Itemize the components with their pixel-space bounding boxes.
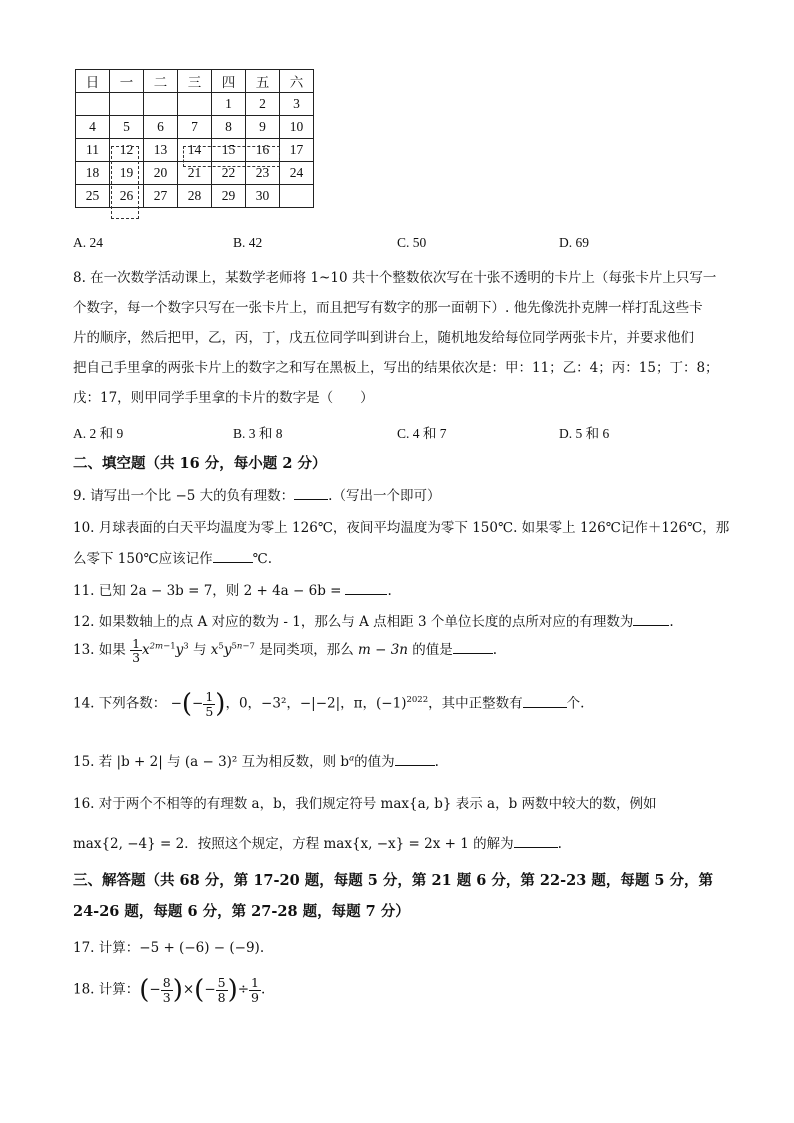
calendar-cell: 22 (212, 162, 246, 185)
q16-text: max{2, −4} = 2．按照这个规定，方程 max{x, −x} = 2x + 1 的解为 (73, 836, 514, 852)
calendar-header: 二 (144, 70, 178, 93)
calendar-cell: 6 (144, 116, 178, 139)
q8-option-d: D. 5 和 6 (559, 426, 610, 441)
q18-times: × (182, 981, 195, 998)
q14-fraction (203, 690, 215, 717)
calendar-cell: 24 (280, 162, 314, 185)
answer-blank (213, 548, 253, 563)
calendar-cell: 18 (76, 162, 110, 185)
q15-prefix: 15. 若 |b + 2| 与 (a − 3)² 互为相反数，则 b (73, 754, 350, 770)
q14-prefix: 14. 下列各数： (73, 695, 167, 712)
calendar-cell (178, 93, 212, 116)
calendar-cell: 5 (110, 116, 144, 139)
calendar-cell: 8 (212, 116, 246, 139)
calendar-cell: 17 (280, 139, 314, 162)
calendar-cell: 11 (76, 139, 110, 162)
q8-option-a: A. 2 和 9 (73, 426, 124, 441)
q13-fraction (130, 637, 142, 664)
calendar-cell: 3 (280, 93, 314, 116)
q14-exponent: 2022 (406, 695, 429, 705)
q14: 14. 下列各数： −(− $\frac{1}{5}$ )，0，−3²，−|−2|，π，$(-1)^{2022}$，其中正整数有 个. (73, 689, 585, 719)
fraction-denominator: 8 (217, 989, 226, 1005)
q8-line: 把自己手里拿的两张卡片上的数字之和写在黑板上，写出的结果依次是：甲：11；乙：4；丙：15；丁：8； (73, 360, 719, 376)
q10-line-1: 10. 月球表面的白天平均温度为零上 126℃，夜间平均温度为零下 150℃. 如果零上 126℃记作＋126℃，那 (73, 520, 730, 536)
answer-blank (345, 580, 387, 595)
section-3-title-line-1: 三、解答题（共 68 分，第 17-20 题，每题 5 分，第 21 题 6 分，第 22-23 题，每题 5 分，第 (73, 872, 714, 889)
fraction-denominator: 3 (162, 989, 171, 1005)
calendar-header: 六 (280, 70, 314, 93)
q15-exponent: a (349, 753, 355, 764)
calendar-cell (110, 93, 144, 116)
calendar-cell (76, 93, 110, 116)
q15 (73, 750, 439, 770)
calendar-cell: 19 (110, 162, 144, 185)
calendar-cell: 21 (178, 162, 212, 185)
calendar-cell: 9 (246, 116, 280, 139)
calendar-cell: 26 (110, 185, 144, 208)
calendar-cell: 13 (144, 139, 178, 162)
q11-tail: . (387, 583, 392, 599)
q10-line-2 (73, 547, 272, 567)
q11-text: 11. 已知 2a − 3b = 7，则 2 + 4a − 6b = (73, 583, 342, 599)
calendar-row (76, 93, 314, 116)
q14-items: ，0，−3²，−|−2|，π，(−1) (225, 695, 407, 712)
dashed-vertical-box (111, 146, 139, 219)
q9-tail: .（写出一个即可） (328, 488, 441, 504)
q18-end: . (261, 981, 266, 998)
q18-prefix: 18. 计算： (73, 981, 140, 998)
q8-line: 片的顺序，然后把甲，乙，丙，丁，戊五位同学叫到讲台上，随机地发给每位同学两张卡片，并要求他们 (73, 330, 694, 346)
q13-mid: 是同类项，那么 (259, 642, 354, 659)
q18-fraction-2 (216, 976, 228, 1003)
calendar-cell: 15 (212, 139, 246, 162)
answer-blank (395, 751, 435, 766)
q13-expression: m − 3n (358, 642, 408, 659)
calendar-cell: 12 (110, 139, 144, 162)
fraction-numerator: 5 (217, 975, 226, 991)
calendar-cell: 7 (178, 116, 212, 139)
q9-text: 9. 请写出一个比 −5 大的负有理数： (73, 488, 295, 504)
q9 (73, 484, 440, 504)
q18-fraction-3 (249, 976, 261, 1003)
q10-tail: ℃. (252, 551, 273, 567)
q18-fraction-1 (161, 976, 173, 1003)
calendar-header: 四 (212, 70, 246, 93)
calendar-cell: 1 (212, 93, 246, 116)
q13-tail: 的值是 (412, 642, 453, 659)
section-2-title: 二、填空题（共 16 分，每小题 2 分） (73, 455, 327, 472)
fraction-numerator: 1 (132, 636, 141, 651)
q8-option-c: C. 4 和 7 (397, 426, 447, 441)
q15-end: . (434, 754, 439, 770)
q16-tail: . (557, 836, 562, 852)
calendar-header: 一 (110, 70, 144, 93)
q16-line-2 (73, 832, 562, 852)
fraction-numerator: 1 (205, 689, 214, 705)
calendar-cell: 29 (212, 185, 246, 208)
answer-blank (514, 833, 558, 848)
calendar-cell: 20 (144, 162, 178, 185)
calendar-cell: 23 (246, 162, 280, 185)
q8-line: 个数字，每一个数字只写在一张卡片上，而且把写有数字的那一面朝下）. 他先像洗扑克牌一样打乱这些卡 (73, 300, 703, 316)
q7-option-c: C. 50 (397, 235, 427, 250)
calendar-header: 三 (178, 70, 212, 93)
calendar-header: 五 (246, 70, 280, 93)
q8-option-b: B. 3 和 8 (233, 426, 283, 441)
q8-line: 8. 在一次数学活动课上，某数学老师将 1~10 共十个整数依次写在十张不透明的卡片上（每张卡片上只写一 (73, 270, 717, 286)
q7-option-d: D. 69 (559, 235, 589, 250)
answer-blank (294, 485, 328, 500)
answer-blank (453, 639, 493, 654)
q18-divide: ÷ (237, 981, 250, 998)
fraction-denominator: 9 (251, 989, 259, 1005)
dashed-horizontal-box (183, 146, 280, 167)
q14-end: 个. (566, 695, 585, 712)
calendar-cell: 25 (76, 185, 110, 208)
calendar-cell: 10 (280, 116, 314, 139)
q13-prefix: 13. 如果 (73, 642, 126, 659)
calendar-header: 日 (76, 70, 110, 93)
answer-blank (523, 693, 567, 708)
calendar-cell (280, 185, 314, 208)
q13-end: . (492, 642, 498, 659)
q12 (73, 610, 674, 630)
q17: 17. 计算：−5 + (−6) − (−9). (73, 940, 265, 956)
q10-text: 么零下 150℃应该记作 (73, 551, 213, 567)
q13-and: 与 (193, 642, 207, 659)
calendar-cell: 30 (246, 185, 280, 208)
calendar-cell: 28 (178, 185, 212, 208)
q7-option-a: A. 24 (73, 235, 103, 250)
calendar-row (76, 116, 314, 139)
q8-line: 戊：17，则甲同学手里拿的卡片的数字是（ ） (73, 390, 374, 406)
calendar-cell: 4 (76, 116, 110, 139)
q7-option-b: B. 42 (233, 235, 263, 250)
q11 (73, 579, 392, 599)
q13: 13. 如果 $\frac{1}{3}$ $x^{2m-1}y^3$ 与 $x^5y^{5n-7}$ 是同类项，那么 m − 3n 的值是 . (73, 636, 498, 666)
fraction-denominator: 3 (132, 650, 141, 666)
calendar-cell (144, 93, 178, 116)
q15-suffix: 的值为 (354, 754, 395, 770)
section-3-title-line-2: 24-26 题，每题 6 分，第 27-28 题，每题 7 分） (73, 903, 410, 920)
calendar-cell: 2 (246, 93, 280, 116)
q16-line-1: 16. 对于两个不相等的有理数 a，b，我们规定符号 max{a, b} 表示 a，b 两数中较大的数，例如 (73, 796, 657, 812)
fraction-numerator: 1 (251, 975, 259, 991)
calendar-cell: 14 (178, 139, 212, 162)
calendar-cell: 16 (246, 139, 280, 162)
q18: 18. 计算：(− $\frac{8}{3}$ )×(− $\frac{5}{8}$ )÷ $\frac{1}{9}$ . (73, 975, 266, 1005)
fraction-numerator: 8 (162, 975, 171, 991)
fraction-denominator: 5 (205, 703, 214, 719)
calendar-cell: 27 (144, 185, 178, 208)
q12-text: 12. 如果数轴上的点 A 对应的数为 - 1，那么与 A 点相距 3 个单位长度的点所对应的有理数为 (73, 614, 634, 630)
calendar-header-row (76, 70, 314, 93)
q12-tail: . (669, 614, 674, 630)
answer-blank (633, 611, 669, 626)
q14-suffix: ，其中正整数有 (428, 695, 523, 712)
